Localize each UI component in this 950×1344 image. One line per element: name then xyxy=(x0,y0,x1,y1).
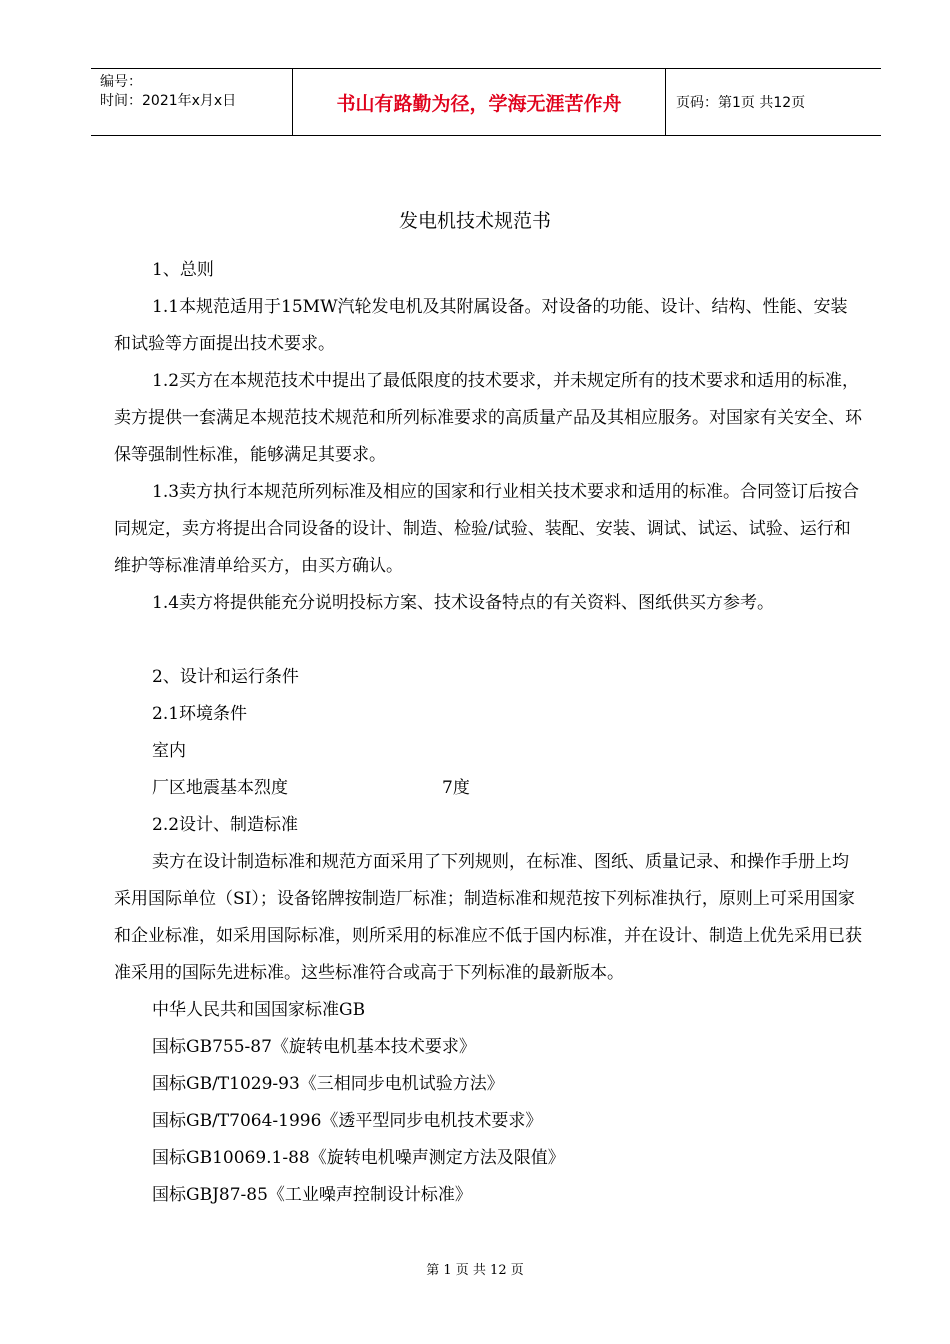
standard-item: 国标GB/T1029-93《三相同步电机试验方法》 xyxy=(152,1074,504,1094)
paragraph-1-3: 1.3卖方执行本规范所列标准及相应的国家和行业相关技术要求和适用的标准。合同签订后按合同规定，卖方将提出合同设备的设计、制造、检验/试验、装配、安装、调试、试运、试验、运行和维护等标准清单给买方，由买方确认。 xyxy=(114,482,860,576)
header-motto: 书山有路勤为径，学海无涯苦作舟 xyxy=(292,69,666,135)
paragraph-1-1: 1.1本规范适用于15MW汽轮发电机及其附属设备。对设备的功能、设计、结构、性能、安装和试验等方面提出技术要求。 xyxy=(114,297,848,354)
document-title: 发电机技术规范书 xyxy=(398,210,551,232)
header-meta xyxy=(91,69,292,135)
seismic-line xyxy=(114,770,864,807)
standard-item: 中华人民共和国国家标准GB xyxy=(152,1000,366,1020)
page-footer: 第 1 页 共 12 页 xyxy=(426,1263,524,1278)
standard-item: 国标GB755-87《旋转电机基本技术要求》 xyxy=(152,1037,476,1057)
paragraph-1-4: 1.4卖方将提供能充分说明投标方案、技术设备特点的有关资料、图纸供买方参考。 xyxy=(152,593,775,613)
indoor-line: 室内 xyxy=(152,741,186,761)
page-header xyxy=(91,68,881,136)
spacer xyxy=(114,622,864,659)
seismic-value: 7度 xyxy=(442,778,470,798)
subsection-2-1: 2.1环境条件 xyxy=(152,704,248,724)
section-heading-1: 1、总则 xyxy=(152,260,214,280)
header-page-info: 页码：第1页 共12页 xyxy=(676,95,806,111)
subsection-2-2: 2.2设计、制造标准 xyxy=(152,815,299,835)
number-label: 编号： xyxy=(100,74,142,90)
standard-item: 国标GB/T7064-1996《透平型同步电机技术要求》 xyxy=(152,1111,543,1131)
standard-item: 国标GB10069.1-88《旋转电机噪声测定方法及限值》 xyxy=(152,1148,565,1168)
standard-item: 国标GBJ87-85《工业噪声控制设计标准》 xyxy=(152,1185,472,1205)
document-body xyxy=(114,252,864,1214)
time-label: 时间：2021年x月x日 xyxy=(100,93,237,109)
section-heading-2: 2、设计和运行条件 xyxy=(152,667,299,687)
seismic-label: 厂区地震基本烈度 xyxy=(152,778,288,798)
paragraph-1-2: 1.2买方在本规范技术中提出了最低限度的技术要求，并未规定所有的技术要求和适用的标准，卖方提供一套满足本规范技术规范和所列标准要求的高质量产品及其相应服务。对国家有关安全、环保等强制性标准，能够满足其要求。 xyxy=(114,371,862,465)
paragraph-2-2: 卖方在设计制造标准和规范方面采用了下列规则，在标准、图纸、质量记录、和操作手册上均采用国际单位（SI）；设备铭牌按制造厂标准；制造标准和规范按下列标准执行，原则上可采用国家和企业标准，如采用国际标准，则所采用的标准应不低于国内标准，并在设计、制造上优先采用已获准采用的国际先进标准。这些标准符合或高于下列标准的最新版本。 xyxy=(114,852,862,983)
